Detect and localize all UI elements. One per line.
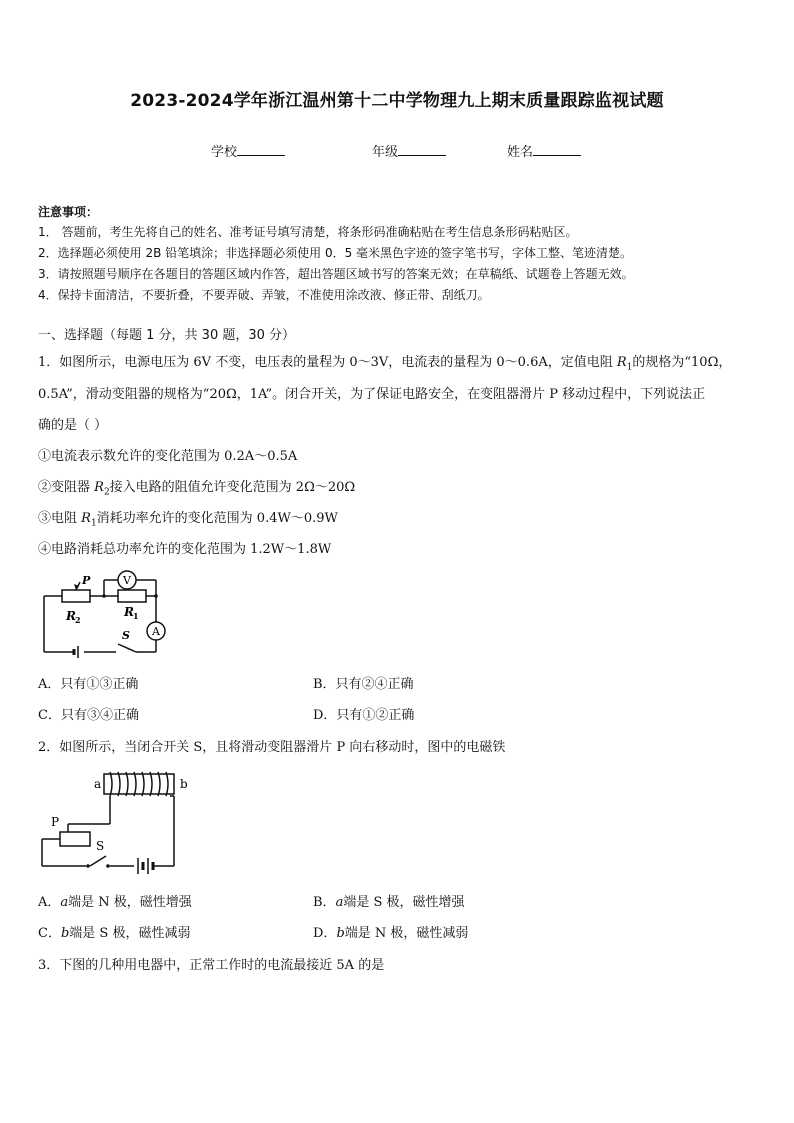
q2-stem: 2．如图所示，当闭合开关 S，且将滑动变阻器滑片 P 向右移动时，图中的电磁铁 <box>38 740 506 755</box>
q2-option-d[interactable]: D．b端是 N 极，磁性减弱 <box>313 926 469 941</box>
slider-p-label: P <box>82 574 91 587</box>
notice-item-1: 1． 答题前，考生先将自己的姓名、准考证号填写清楚，将条形码准确粘贴在考生信息条形码粘贴区。 <box>38 225 578 239</box>
notice-heading: 注意事项： <box>38 205 99 219</box>
notice-item-2: 2．选择题必须使用 2B 铅笔填涂；非选择题必须使用 0．5 毫米黑色字迹的签字笔书写，字体工整、笔迹清楚。 <box>38 246 633 260</box>
q2-electromagnet-diagram <box>38 768 198 880</box>
r1-sub: 1 <box>133 611 139 621</box>
ammeter-label: A <box>152 625 160 638</box>
q1-option-b[interactable]: B．只有②④正确 <box>313 677 414 692</box>
r2-sub: 2 <box>75 615 81 625</box>
q1-stem-line2: 0.5A”，滑动变阻器的规格为“20Ω，1A”。闭合开关，为了保证电路安全，在变阻器滑片 P 移动过程中，下列说法正 <box>38 387 706 402</box>
school-label: 学校 <box>211 145 238 160</box>
page-title: 2023-2024学年浙江温州第十二中学物理九上期末质量跟踪监视试题 <box>130 91 664 111</box>
school-blank[interactable] <box>237 143 285 156</box>
q1-option-c[interactable]: C．只有③④正确 <box>38 708 139 723</box>
q1-statement-4: ④电路消耗总功率允许的变化范围为 1.2W～1.8W <box>38 542 332 557</box>
r2-label: R <box>66 609 76 623</box>
q2-option-a[interactable]: A．a端是 N 极，磁性增强 <box>38 895 192 910</box>
q3-stem: 3．下图的几种用电器中，正常工作时的电流最接近 5A 的是 <box>38 958 385 973</box>
notice-item-4: 4．保持卡面清洁，不要折叠，不要弄破、弄皱，不准使用涂改液、修正带、刮纸刀。 <box>38 288 490 302</box>
coil-end-b-label: b <box>180 777 188 791</box>
q1-stem-line1: 1．如图所示，电源电压为 6V 不变，电压表的量程为 0～3V，电流表的量程为 0～0.6A，定值电阻 $R_1$的规格为“10Ω， <box>38 355 732 373</box>
q1-option-d[interactable]: D．只有①②正确 <box>313 708 415 723</box>
switch-s-label: S <box>96 839 105 853</box>
name-label: 姓名 <box>507 145 534 160</box>
q1-statement-3: ③电阻 $R_1$消耗功率允许的变化范围为 0.4W～0.9W <box>38 511 338 529</box>
grade-blank[interactable] <box>398 143 446 156</box>
section-heading: 一、选择题（每题 1 分，共 30 题，30 分） <box>38 328 296 343</box>
notice-item-3: 3．请按照题号顺序在各题目的答题区域内作答，超出答题区域书写的答案无效；在草稿纸、试题卷上答题无效。 <box>38 267 634 281</box>
slider-p-label: P <box>51 815 60 829</box>
name-blank[interactable] <box>533 143 581 156</box>
q1-stem-line3: 确的是（ ） <box>38 418 108 433</box>
grade-label: 年级 <box>372 145 399 160</box>
q1-option-a[interactable]: A．只有①③正确 <box>38 677 139 692</box>
switch-s-label: S <box>122 629 130 642</box>
q2-option-b[interactable]: B．a端是 S 极，磁性增强 <box>313 895 465 910</box>
q2-option-c[interactable]: C．b端是 S 极，磁性减弱 <box>38 926 191 941</box>
q1-statement-2: ②变阻器 $R_2$接入电路的阻值允许变化范围为 2Ω～20Ω <box>38 480 356 498</box>
q1-circuit-diagram <box>38 570 178 662</box>
name-field[interactable] <box>507 141 581 160</box>
q1-statement-1: ①电流表示数允许的变化范围为 0.2A～0.5A <box>38 449 298 464</box>
school-field[interactable] <box>211 141 285 160</box>
r1-label: R <box>124 605 134 619</box>
coil-end-a-label: a <box>94 777 102 791</box>
grade-field[interactable] <box>372 141 446 160</box>
voltmeter-label: V <box>123 574 131 587</box>
